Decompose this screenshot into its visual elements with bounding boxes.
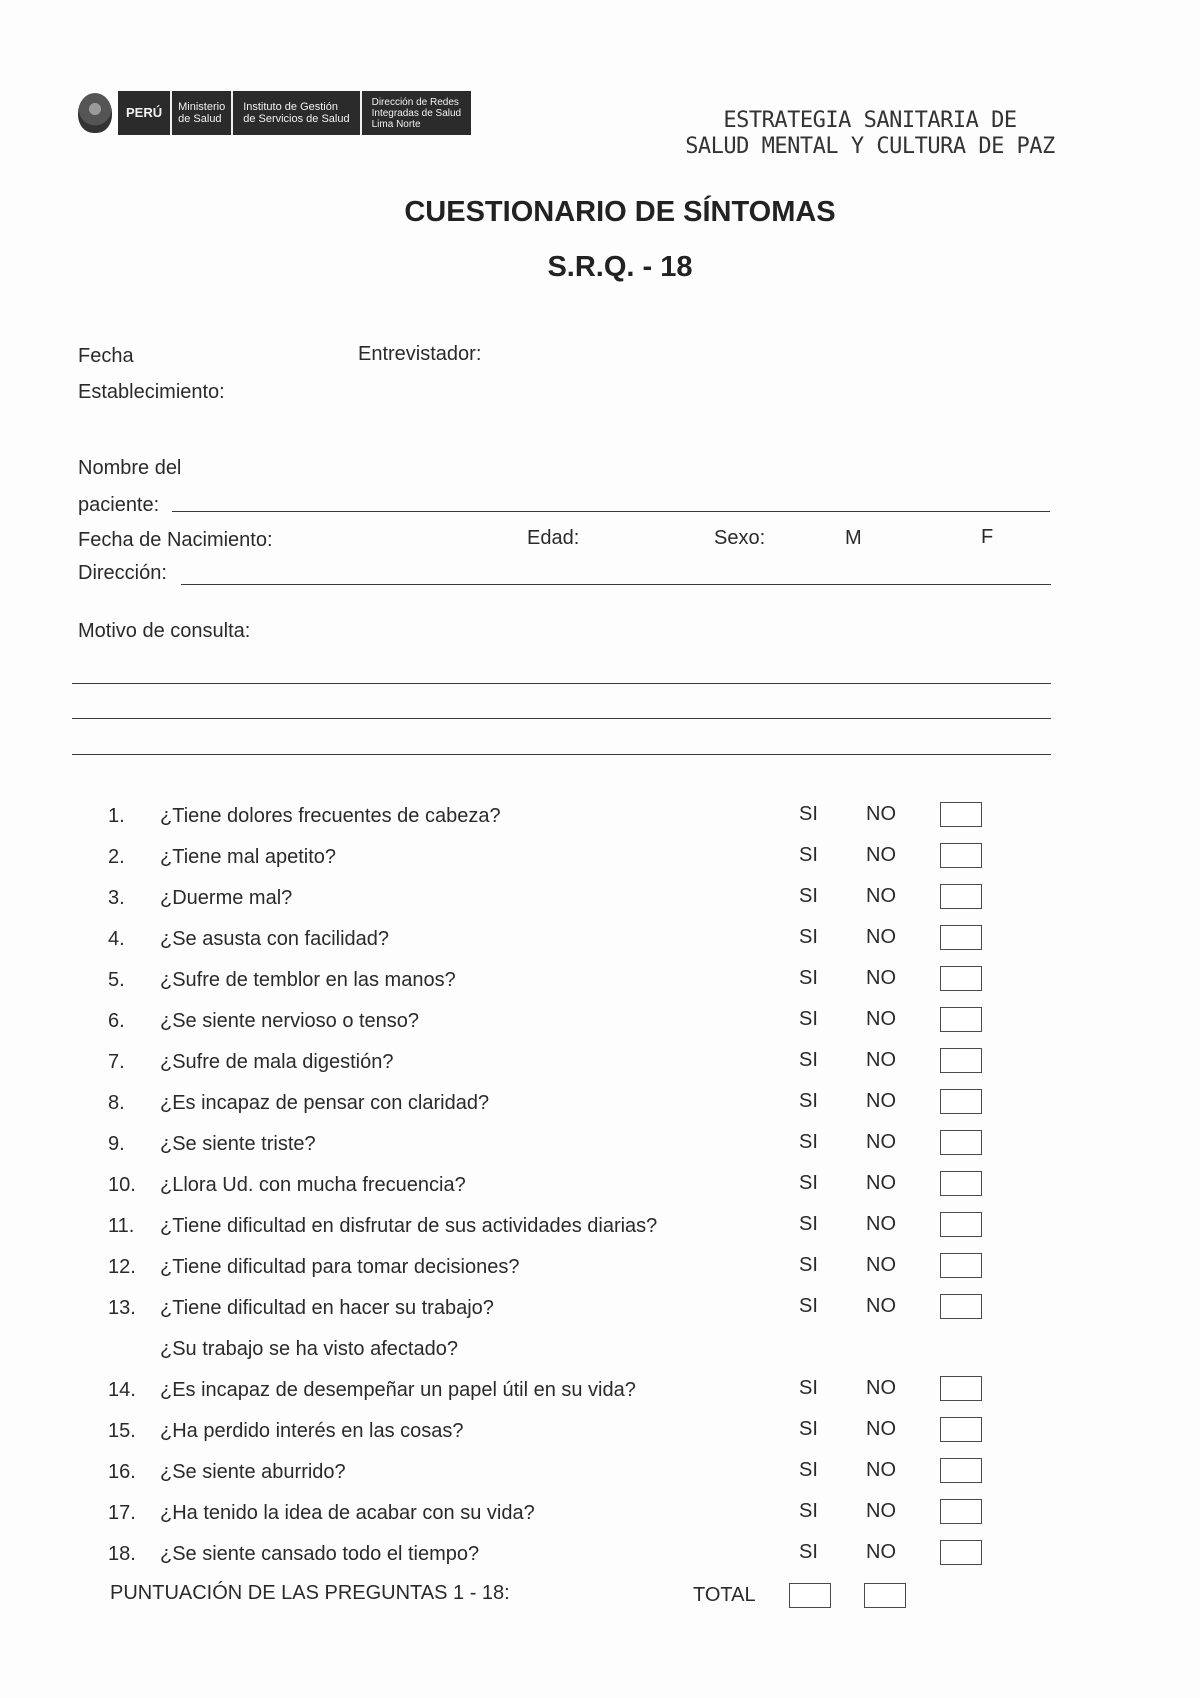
total-no-box[interactable]: [864, 1583, 906, 1608]
question-number: 4.: [108, 928, 125, 950]
answer-checkbox[interactable]: [940, 1458, 982, 1483]
question-number: 11.: [108, 1215, 135, 1237]
question-number: 14.: [108, 1379, 136, 1401]
question-number: 12.: [108, 1256, 136, 1278]
answer-no-option[interactable]: NO: [866, 1172, 896, 1194]
question-number: 9.: [108, 1133, 125, 1155]
logo-instituto: Instituto de Gestión de Servicios de Salud: [233, 91, 361, 135]
question-text: ¿Ha tenido la idea de acabar con su vida?: [160, 1502, 535, 1524]
sexo-f-option[interactable]: F: [981, 526, 994, 548]
question-text: ¿Es incapaz de pensar con claridad?: [160, 1092, 490, 1114]
answer-checkbox[interactable]: [940, 1540, 982, 1565]
strategy-line-2: SALUD MENTAL Y CULTURA DE PAZ: [685, 134, 1055, 159]
question-number: 6.: [108, 1010, 125, 1032]
answer-si-option[interactable]: SI: [799, 967, 818, 989]
question-number: 2.: [108, 846, 125, 868]
answer-checkbox[interactable]: [940, 1089, 982, 1114]
question-number: 1.: [108, 805, 125, 827]
fecha-nacimiento-label: Fecha de Nacimiento:: [78, 529, 273, 551]
answer-checkbox[interactable]: [940, 966, 982, 991]
question-number: 15.: [108, 1420, 136, 1442]
peru-crest-icon: [78, 93, 112, 133]
total-label: TOTAL: [693, 1584, 756, 1606]
answer-si-option[interactable]: SI: [799, 1541, 818, 1563]
answer-si-option[interactable]: SI: [799, 1295, 818, 1317]
answer-no-option[interactable]: NO: [866, 1418, 896, 1440]
answer-no-option[interactable]: NO: [866, 1008, 896, 1030]
answer-no-option[interactable]: NO: [866, 1213, 896, 1235]
answer-si-option[interactable]: SI: [799, 1459, 818, 1481]
answer-si-option[interactable]: SI: [799, 1131, 818, 1153]
sexo-m-option[interactable]: M: [845, 527, 862, 549]
motivo-line-3[interactable]: [72, 754, 1051, 755]
answer-no-option[interactable]: NO: [866, 885, 896, 907]
logo-peru: PERÚ: [118, 91, 172, 135]
page-title: CUESTIONARIO DE SÍNTOMAS: [404, 196, 836, 228]
question-text: ¿Duerme mal?: [160, 887, 293, 909]
question-number: 8.: [108, 1092, 125, 1114]
question-text: ¿Tiene dolores frecuentes de cabeza?: [160, 805, 501, 827]
motivo-line-2[interactable]: [72, 718, 1051, 719]
answer-no-option[interactable]: NO: [866, 1541, 896, 1563]
strategy-line-1: ESTRATEGIA SANITARIA DE: [723, 108, 1017, 133]
question-text: ¿Se siente nervioso o tenso?: [160, 1010, 420, 1032]
sexo-label: Sexo:: [714, 527, 766, 549]
answer-si-option[interactable]: SI: [799, 1049, 818, 1071]
question-number: 18.: [108, 1543, 136, 1565]
motivo-line-1[interactable]: [72, 683, 1051, 684]
logo-ministerio: Ministerio de Salud: [172, 91, 233, 135]
question-text: ¿Sufre de mala digestión?: [160, 1051, 394, 1073]
answer-checkbox[interactable]: [940, 802, 982, 827]
answer-si-option[interactable]: SI: [799, 1213, 818, 1235]
answer-si-option[interactable]: SI: [799, 1090, 818, 1112]
answer-si-option[interactable]: SI: [799, 885, 818, 907]
answer-checkbox[interactable]: [940, 1007, 982, 1032]
answer-checkbox[interactable]: [940, 884, 982, 909]
answer-no-option[interactable]: NO: [866, 926, 896, 948]
paciente-field-line[interactable]: [172, 511, 1050, 512]
question-text: ¿Tiene dificultad en hacer su trabajo?: [160, 1297, 494, 1319]
answer-checkbox[interactable]: [940, 1253, 982, 1278]
question-text: ¿Se siente triste?: [160, 1133, 316, 1155]
answer-checkbox[interactable]: [940, 1499, 982, 1524]
answer-si-option[interactable]: SI: [799, 1172, 818, 1194]
answer-no-option[interactable]: NO: [866, 1377, 896, 1399]
total-si-box[interactable]: [789, 1583, 831, 1608]
question-number: 3.: [108, 887, 125, 909]
answer-no-option[interactable]: NO: [866, 844, 896, 866]
answer-si-option[interactable]: SI: [799, 1254, 818, 1276]
answer-checkbox[interactable]: [940, 1417, 982, 1442]
page-subtitle: S.R.Q. - 18: [547, 251, 693, 283]
fecha-label: Fecha: [78, 345, 134, 367]
entrevistador-label: Entrevistador:: [358, 343, 482, 365]
institution-logos: [78, 91, 471, 135]
question-text: ¿Es incapaz de desempeñar un papel útil en su vida?: [160, 1379, 636, 1401]
edad-label: Edad:: [527, 527, 580, 549]
answer-si-option[interactable]: SI: [799, 844, 818, 866]
answer-checkbox[interactable]: [940, 1171, 982, 1196]
answer-checkbox[interactable]: [940, 1048, 982, 1073]
question-number: 5.: [108, 969, 125, 991]
answer-no-option[interactable]: NO: [866, 1254, 896, 1276]
question-number: 10.: [108, 1174, 136, 1196]
answer-si-option[interactable]: SI: [799, 1377, 818, 1399]
nombre-label: Nombre del: [78, 457, 182, 479]
direccion-field-line[interactable]: [181, 584, 1051, 585]
logo-direccion: Dirección de Redes Integradas de Salud Lima Norte: [362, 91, 472, 135]
question-text: ¿Tiene dificultad en disfrutar de sus actividades diarias?: [160, 1215, 658, 1237]
answer-si-option[interactable]: SI: [799, 926, 818, 948]
question-text: ¿Se asusta con facilidad?: [160, 928, 390, 950]
answer-si-option[interactable]: SI: [799, 1500, 818, 1522]
question-text: ¿Llora Ud. con mucha frecuencia?: [160, 1174, 466, 1196]
answer-checkbox[interactable]: [940, 1212, 982, 1237]
answer-no-option[interactable]: NO: [866, 967, 896, 989]
answer-checkbox[interactable]: [940, 843, 982, 868]
question-number: 17.: [108, 1502, 136, 1524]
question-text: ¿Tiene dificultad para tomar decisiones?: [160, 1256, 520, 1278]
question-number: 16.: [108, 1461, 136, 1483]
answer-checkbox[interactable]: [940, 925, 982, 950]
answer-no-option[interactable]: NO: [866, 1500, 896, 1522]
question-text-followup: ¿Su trabajo se ha visto afectado?: [160, 1338, 458, 1360]
question-text: ¿Tiene mal apetito?: [160, 846, 337, 868]
direccion-label: Dirección:: [78, 562, 167, 584]
question-text: ¿Sufre de temblor en las manos?: [160, 969, 456, 991]
answer-no-option[interactable]: NO: [866, 1131, 896, 1153]
answer-checkbox[interactable]: [940, 1130, 982, 1155]
answer-checkbox[interactable]: [940, 1294, 982, 1319]
question-number: 7.: [108, 1051, 125, 1073]
question-number: 13.: [108, 1297, 136, 1319]
answer-no-option[interactable]: NO: [866, 1295, 896, 1317]
question-text: ¿Ha perdido interés en las cosas?: [160, 1420, 464, 1442]
paciente-label: paciente:: [78, 494, 160, 516]
question-text: ¿Se siente aburrido?: [160, 1461, 346, 1483]
establecimiento-label: Establecimiento:: [78, 381, 225, 403]
answer-no-option[interactable]: NO: [866, 1049, 896, 1071]
answer-si-option[interactable]: SI: [799, 803, 818, 825]
answer-no-option[interactable]: NO: [866, 1090, 896, 1112]
answer-checkbox[interactable]: [940, 1376, 982, 1401]
question-text: ¿Se siente cansado todo el tiempo?: [160, 1543, 480, 1565]
score-label: PUNTUACIÓN DE LAS PREGUNTAS 1 - 18:: [110, 1582, 510, 1604]
answer-no-option[interactable]: NO: [866, 803, 896, 825]
motivo-label: Motivo de consulta:: [78, 620, 251, 642]
answer-si-option[interactable]: SI: [799, 1418, 818, 1440]
answer-si-option[interactable]: SI: [799, 1008, 818, 1030]
strategy-heading: [660, 108, 1080, 160]
answer-no-option[interactable]: NO: [866, 1459, 896, 1481]
